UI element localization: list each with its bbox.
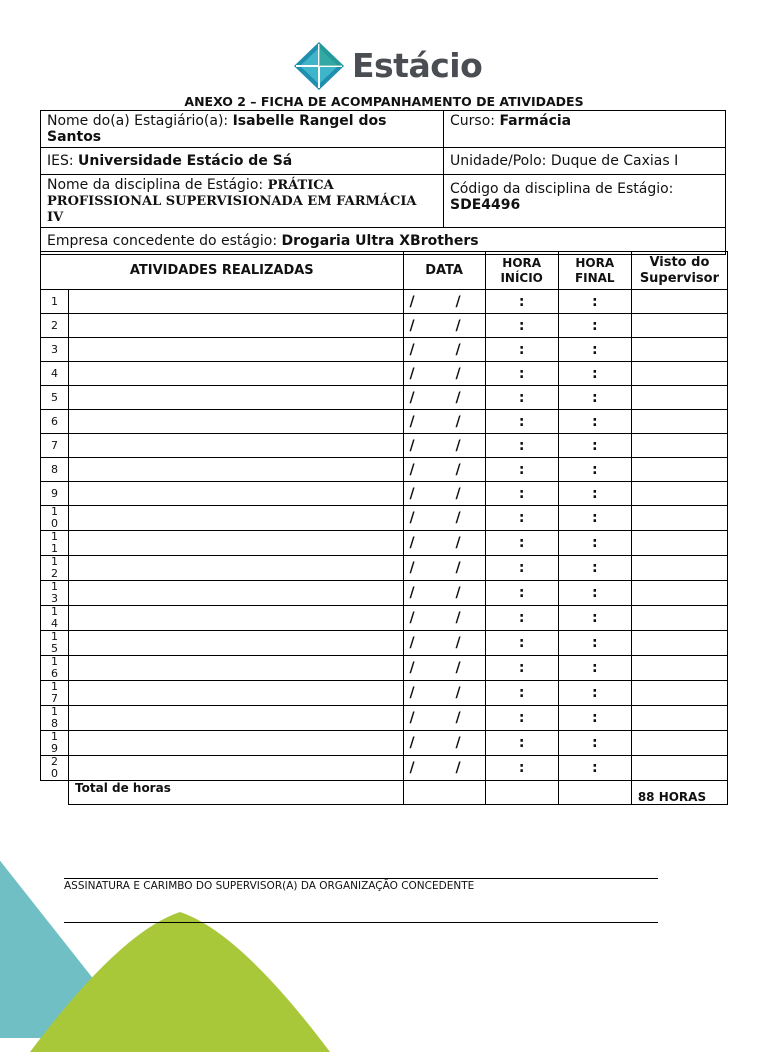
supervisor-visa-cell[interactable] [631,556,727,581]
start-time-cell[interactable]: : [485,581,558,606]
row-number-digit2: 3 [51,592,59,605]
row-number [41,756,69,781]
start-time-cell[interactable]: : [485,506,558,531]
second-signature-line [64,922,658,923]
row-number-digit1: 1 [51,294,59,308]
end-time-cell[interactable]: : [558,631,631,656]
date-cell[interactable]: / / [403,556,485,581]
estagiario-value: Isabelle Rangel dos Santos [47,113,387,145]
curso-value: Farmácia [499,113,572,129]
supervisor-visa-cell[interactable] [631,756,727,781]
end-time-cell[interactable]: : [558,386,631,410]
date-cell[interactable]: / / [403,482,485,506]
end-time-cell[interactable]: : [558,706,631,731]
supervisor-visa-cell[interactable] [631,606,727,631]
row-number-digit2: 1 [51,542,59,555]
activity-row [41,506,728,531]
activity-row [41,482,728,506]
col-hora-inicio-line1: HORA [502,255,542,270]
start-time-cell[interactable]: : [485,606,558,631]
unidade-cell [444,148,726,175]
supervisor-visa-cell[interactable] [631,706,727,731]
row-number-digit1: 1 [51,655,59,668]
activity-cell[interactable] [69,756,403,781]
codigo-value: SDE4496 [450,197,521,213]
date-cell[interactable]: / / [403,506,485,531]
supervisor-visa-cell[interactable] [631,338,727,362]
signature-label: ASSINATURA E CARIMBO DO SUPERVISOR(A) DA ORGANIZAÇÃO CONCEDENTE [64,880,475,892]
row-number-digit1: 4 [51,366,59,380]
start-time-cell[interactable]: : [485,681,558,706]
date-cell[interactable]: / / [403,706,485,731]
row-number [41,631,69,656]
row-number [41,706,69,731]
date-cell[interactable]: / / [403,656,485,681]
activity-row [41,338,728,362]
activity-cell[interactable] [69,581,403,606]
start-time-cell[interactable]: : [485,410,558,434]
date-cell[interactable]: / / [403,458,485,482]
end-time-cell[interactable]: : [558,731,631,756]
end-time-cell[interactable]: : [558,606,631,631]
row-number-digit1: 1 [51,530,59,543]
row-number-digit2: 9 [51,742,59,755]
col-visto-line2: Supervisor [639,270,719,286]
row-number-digit1: 1 [51,505,59,518]
supervisor-visa-cell[interactable] [631,386,727,410]
activity-cell[interactable] [69,482,403,506]
end-time-cell[interactable]: : [558,314,631,338]
start-time-cell[interactable]: : [485,458,558,482]
row-number-digit1: 2 [51,755,59,768]
row-number-digit2: 7 [51,692,59,705]
end-time-cell[interactable]: : [558,338,631,362]
activities-table [40,251,728,805]
start-time-cell[interactable]: : [485,338,558,362]
activity-cell[interactable] [69,706,403,731]
row-number-digit1: 1 [51,580,59,593]
row-number-digit2: 8 [51,717,59,730]
activity-row [41,290,728,314]
start-time-cell[interactable]: : [485,434,558,458]
col-hora-final-line2: FINAL [574,270,615,285]
row-number [41,656,69,681]
activity-cell[interactable] [69,314,403,338]
ies-value: Universidade Estácio de Sá [78,153,293,169]
date-cell[interactable]: / / [403,606,485,631]
total-value: 88 HORAS [631,781,727,805]
activity-cell[interactable] [69,556,403,581]
end-time-cell[interactable]: : [558,756,631,781]
row-number [41,434,69,458]
supervisor-visa-cell[interactable] [631,290,727,314]
row-number [41,314,69,338]
col-hora-final-line1: HORA [575,255,615,270]
row-number-digit1: 1 [51,730,59,743]
date-cell[interactable]: / / [403,531,485,556]
start-time-cell[interactable]: : [485,314,558,338]
row-number-digit2: 6 [51,667,59,680]
row-number-digit2: 5 [51,642,59,655]
row-number-digit1: 8 [51,462,59,476]
total-inicio-cell [485,781,558,805]
start-time-cell[interactable]: : [485,656,558,681]
activity-row [41,531,728,556]
start-time-cell[interactable]: : [485,756,558,781]
end-time-cell[interactable]: : [558,531,631,556]
supervisor-visa-cell[interactable] [631,362,727,386]
codigo-cell [444,175,726,228]
supervisor-visa-cell[interactable] [631,458,727,482]
supervisor-visa-cell[interactable] [631,731,727,756]
date-cell[interactable]: / / [403,756,485,781]
row-number [41,681,69,706]
activity-cell[interactable] [69,731,403,756]
header-info-table [40,110,726,255]
row-number [41,410,69,434]
activity-row [41,434,728,458]
supervisor-visa-cell[interactable] [631,656,727,681]
date-cell[interactable]: / / [403,386,485,410]
date-cell[interactable]: / / [403,581,485,606]
estacio-logo-text: Estácio [352,46,483,85]
row-number [41,506,69,531]
row-number [41,338,69,362]
activity-cell[interactable] [69,386,403,410]
signature-line [64,878,658,879]
row-number-digit1: 1 [51,605,59,618]
row-number [41,731,69,756]
date-cell[interactable]: / / [403,290,485,314]
date-cell[interactable]: / / [403,338,485,362]
activity-row [41,362,728,386]
empresa-value: Drogaria Ultra XBrothers [281,233,479,249]
end-time-cell[interactable]: : [558,482,631,506]
end-time-cell[interactable]: : [558,434,631,458]
row-number [41,362,69,386]
supervisor-visa-cell[interactable] [631,581,727,606]
start-time-cell[interactable]: : [485,482,558,506]
activity-cell[interactable] [69,656,403,681]
row-number-digit1: 1 [51,705,59,718]
unidade-value: Duque de Caxias I [550,153,679,169]
end-time-cell[interactable]: : [558,410,631,434]
date-cell[interactable]: / / [403,631,485,656]
supervisor-visa-cell[interactable] [631,314,727,338]
activity-row [41,706,728,731]
total-final-cell [558,781,631,805]
row-number-digit1: 1 [51,555,59,568]
start-time-cell[interactable]: : [485,362,558,386]
end-time-cell[interactable]: : [558,556,631,581]
activity-cell[interactable] [69,606,403,631]
col-hora-final [558,252,631,290]
activity-row [41,410,728,434]
row-number-digit1: 1 [51,680,59,693]
activity-row [41,656,728,681]
supervisor-visa-cell[interactable] [631,681,727,706]
col-visto-line1: Visto do [649,254,710,270]
start-time-cell[interactable]: : [485,531,558,556]
estagiario-label: Nome do(a) Estagiário(a): [47,113,229,129]
activity-cell[interactable] [69,410,403,434]
ies-cell [41,148,444,175]
activity-row [41,581,728,606]
start-time-cell[interactable]: : [485,706,558,731]
activity-row [41,681,728,706]
row-number [41,531,69,556]
date-cell[interactable]: / / [403,434,485,458]
row-number [41,606,69,631]
activity-cell[interactable] [69,631,403,656]
start-time-cell[interactable]: : [485,631,558,656]
row-number [41,482,69,506]
activity-cell[interactable] [69,290,403,314]
row-number [41,581,69,606]
activity-row [41,458,728,482]
activity-cell[interactable] [69,434,403,458]
row-number-digit1: 5 [51,390,59,404]
row-number-digit2: 4 [51,617,59,630]
row-number-digit2: 0 [51,767,59,780]
total-spacer [41,781,69,805]
supervisor-visa-cell[interactable] [631,531,727,556]
row-number-digit2: 2 [51,567,59,580]
col-data: DATA [403,252,485,290]
row-number [41,290,69,314]
date-cell[interactable]: / / [403,314,485,338]
codigo-label: Código da disciplina de Estágio: [450,181,674,197]
end-time-cell[interactable]: : [558,656,631,681]
disciplina-label: Nome da disciplina de Estágio: [47,177,264,193]
activity-cell[interactable] [69,338,403,362]
supervisor-visa-cell[interactable] [631,482,727,506]
activity-row [41,314,728,338]
activity-cell[interactable] [69,458,403,482]
ies-label: IES: [47,153,74,169]
start-time-cell[interactable]: : [485,386,558,410]
total-data-cell [403,781,485,805]
row-number [41,556,69,581]
activity-row [41,631,728,656]
row-number [41,458,69,482]
end-time-cell[interactable]: : [558,506,631,531]
start-time-cell[interactable]: : [485,731,558,756]
estacio-logo-icon [292,40,346,92]
activity-cell[interactable] [69,681,403,706]
supervisor-visa-cell[interactable] [631,631,727,656]
activity-cell[interactable] [69,362,403,386]
col-visto [631,252,727,290]
col-hora-inicio-line2: INÍCIO [500,270,543,285]
green-decoration [30,912,330,1052]
row-number-digit1: 7 [51,438,59,452]
end-time-cell[interactable]: : [558,362,631,386]
activity-row [41,731,728,756]
estacio-logo [292,40,482,92]
row-number-digit1: 9 [51,486,59,500]
date-cell[interactable]: / / [403,731,485,756]
row-number-digit1: 1 [51,630,59,643]
curso-cell [444,111,726,148]
document-title: ANEXO 2 – FICHA DE ACOMPANHAMENTO DE ATIVIDADES [184,94,584,109]
activity-row [41,386,728,410]
disciplina-cell [41,175,444,228]
total-label: Total de horas [69,781,403,805]
disciplina-value: PRÁTICA PROFISSIONAL SUPERVISIONADA EM FARMÁCIA IV [47,178,417,225]
end-time-cell[interactable]: : [558,290,631,314]
date-cell[interactable]: / / [403,362,485,386]
end-time-cell[interactable]: : [558,681,631,706]
row-number-digit1: 2 [51,318,59,332]
activity-row [41,756,728,781]
col-hora-inicio [485,252,558,290]
activity-cell[interactable] [69,531,403,556]
row-number-digit2: 0 [51,517,59,530]
activity-cell[interactable] [69,506,403,531]
start-time-cell[interactable]: : [485,290,558,314]
row-number-digit1: 6 [51,414,59,428]
row-number-digit1: 3 [51,342,59,356]
start-time-cell[interactable]: : [485,556,558,581]
activity-row [41,606,728,631]
col-atividades: ATIVIDADES REALIZADAS [41,252,404,290]
activity-row [41,556,728,581]
supervisor-visa-cell[interactable] [631,410,727,434]
end-time-cell[interactable]: : [558,458,631,482]
date-cell[interactable]: / / [403,410,485,434]
supervisor-visa-cell[interactable] [631,506,727,531]
row-number [41,386,69,410]
end-time-cell[interactable]: : [558,581,631,606]
estagiario-cell [41,111,444,148]
unidade-label: Unidade/Polo: [450,153,547,169]
empresa-label: Empresa concedente do estágio: [47,233,278,249]
supervisor-visa-cell[interactable] [631,434,727,458]
curso-label: Curso: [450,113,495,129]
date-cell[interactable]: / / [403,681,485,706]
